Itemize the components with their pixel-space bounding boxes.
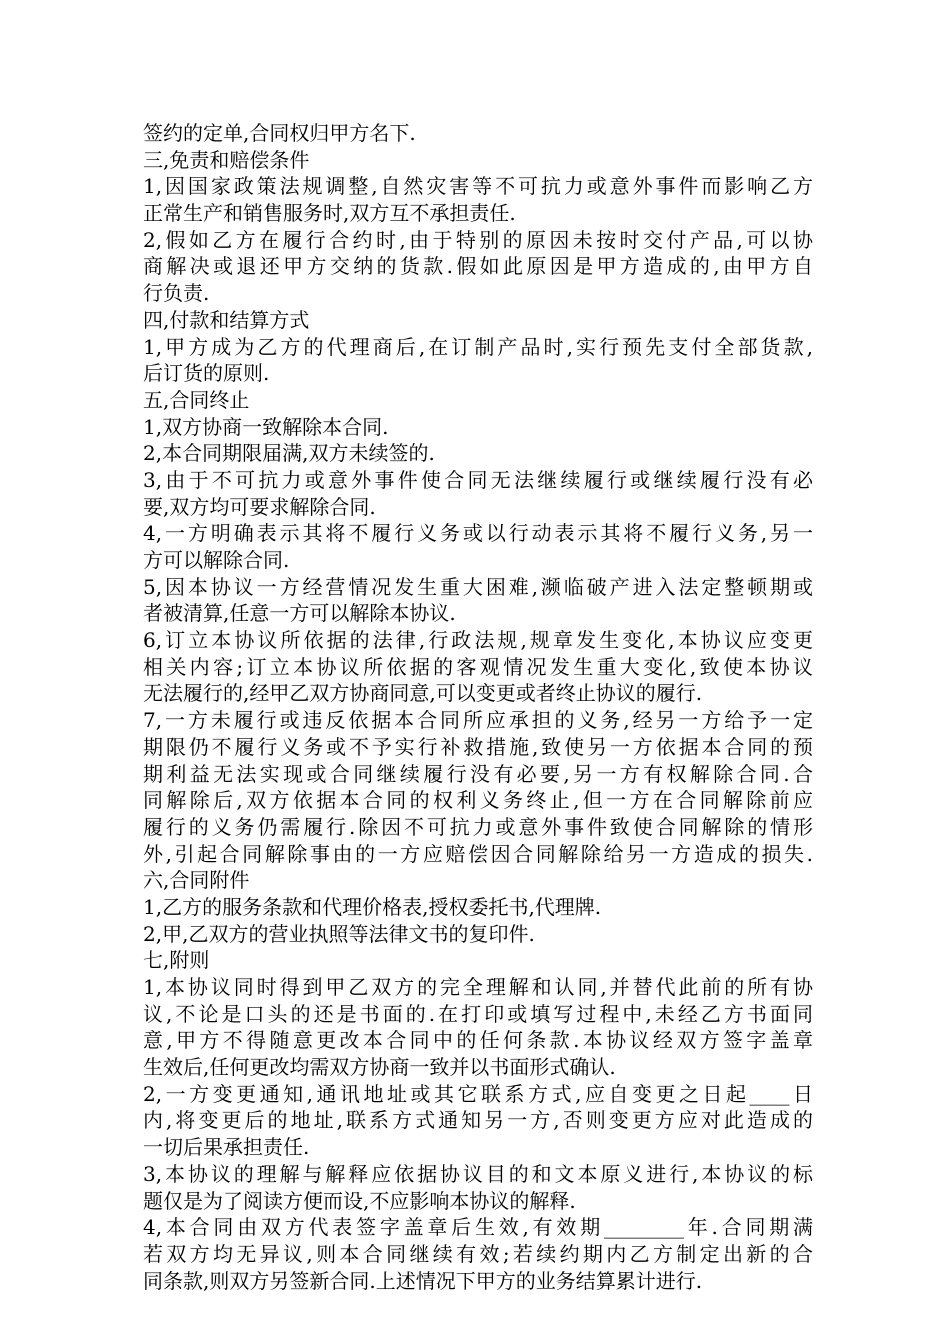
document-body	[143, 120, 813, 1294]
text-line: 6,订立本协议所依据的法律,行政法规,规章发生变化,本协议应变更	[143, 628, 813, 653]
text-line: 意,甲方不得随意更改本合同中的任何条款.本协议经双方签字盖章	[143, 1028, 813, 1053]
text-line: 外,引起合同解除事由的一方应赔偿因合同解除给另一方造成的损失.	[143, 841, 813, 866]
text-line: 2,甲,乙双方的营业执照等法律文书的复印件.	[143, 921, 535, 946]
text-line: 1,双方协商一致解除本合同.	[143, 414, 389, 439]
text-line: 正常生产和销售服务时,双方互不承担责任.	[143, 201, 516, 226]
text-line: 5,因本协议一方经营情况发生重大困难,濒临破产进入法定整顿期或	[143, 574, 813, 599]
text-line: 六,合同附件	[143, 868, 250, 893]
text-line: 五,合同终止	[143, 387, 250, 412]
text-line: 2,假如乙方在履行合约时,由于特别的原因未按时交付产品,可以协	[143, 227, 813, 252]
text-line: 同解除后,双方依据本合同的权利义务终止,但一方在合同解除前应	[143, 788, 813, 813]
text-line: 期利益无法实现或合同继续履行没有必要,另一方有权解除合同.合	[143, 761, 813, 786]
text-line: 一切后果承担责任.	[143, 1135, 310, 1160]
text-line: 三,免责和赔偿条件	[143, 147, 310, 172]
text-line: 后订货的原则.	[143, 361, 270, 386]
text-line: 4,本合同由双方代表签字盖章后生效,有效期________年.合同期满	[143, 1215, 813, 1240]
text-line: 1,甲方成为乙方的代理商后,在订制产品时,实行预先支付全部货款,	[143, 334, 813, 359]
text-line: 七,附则	[143, 948, 210, 973]
text-line: 内,将变更后的地址,联系方式通知另一方,否则变更方应对此造成的	[143, 1108, 813, 1133]
text-line: 1,本协议同时得到甲乙双方的完全理解和认同,并替代此前的所有协	[143, 975, 813, 999]
text-line: 议,不论是口头的还是书面的.在打印或填写过程中,未经乙方书面同	[143, 1001, 813, 1026]
text-line: 1,因国家政策法规调整,自然灾害等不可抗力或意外事件而影响乙方	[143, 174, 813, 199]
text-line: 期限仍不履行义务或不予实行补救措施,致使另一方依据本合同的预	[143, 734, 813, 759]
text-line: 若双方均无异议,则本合同继续有效;若续约期内乙方制定出新的合	[143, 1241, 813, 1266]
text-line: 2,一方变更通知,通讯地址或其它联系方式,应自变更之日起____日	[143, 1081, 813, 1106]
text-line: 3,本协议的理解与解释应依据协议目的和文本原义进行,本协议的标	[143, 1161, 813, 1186]
text-line: 3,由于不可抗力或意外事件使合同无法继续履行或继续履行没有必	[143, 467, 813, 492]
text-line: 方可以解除合同.	[143, 548, 290, 572]
text-line: 生效后,任何更改均需双方协商一致并以书面形式确认.	[143, 1055, 616, 1080]
text-line: 4,一方明确表示其将不履行义务或以行动表示其将不履行义务,另一	[143, 521, 813, 546]
text-line: 题仅是为了阅读方便而设,不应影响本协议的解释.	[143, 1188, 576, 1213]
text-line: 同条款,则双方另签新合同.上述情况下甲方的业务结算累计进行.	[143, 1268, 703, 1293]
text-line: 履行的义务仍需履行.除因不可抗力或意外事件致使合同解除的情形	[143, 814, 813, 839]
text-line: 1,乙方的服务条款和代理价格表,授权委托书,代理牌.	[143, 894, 602, 919]
text-line: 相关内容;订立本协议所依据的客观情况发生重大变化,致使本协议	[143, 654, 813, 679]
text-line: 行负责.	[143, 281, 210, 306]
text-line: 2,本合同期限届满,双方未续签的.	[143, 441, 435, 466]
text-line: 者被清算,任意一方可以解除本协议.	[143, 601, 456, 626]
text-line: 无法履行的,经甲乙双方协商同意,可以变更或者终止协议的履行.	[143, 681, 703, 706]
text-line: 商解决或退还甲方交纳的货款.假如此原因是甲方造成的,由甲方自	[143, 254, 813, 279]
text-line: 要,双方均可要求解除合同.	[143, 494, 376, 519]
text-line: 签约的定单,合同权归甲方名下.	[143, 121, 416, 145]
text-line: 7,一方未履行或违反依据本合同所应承担的义务,经另一方给予一定	[143, 708, 813, 733]
text-line: 四,付款和结算方式	[143, 307, 310, 332]
